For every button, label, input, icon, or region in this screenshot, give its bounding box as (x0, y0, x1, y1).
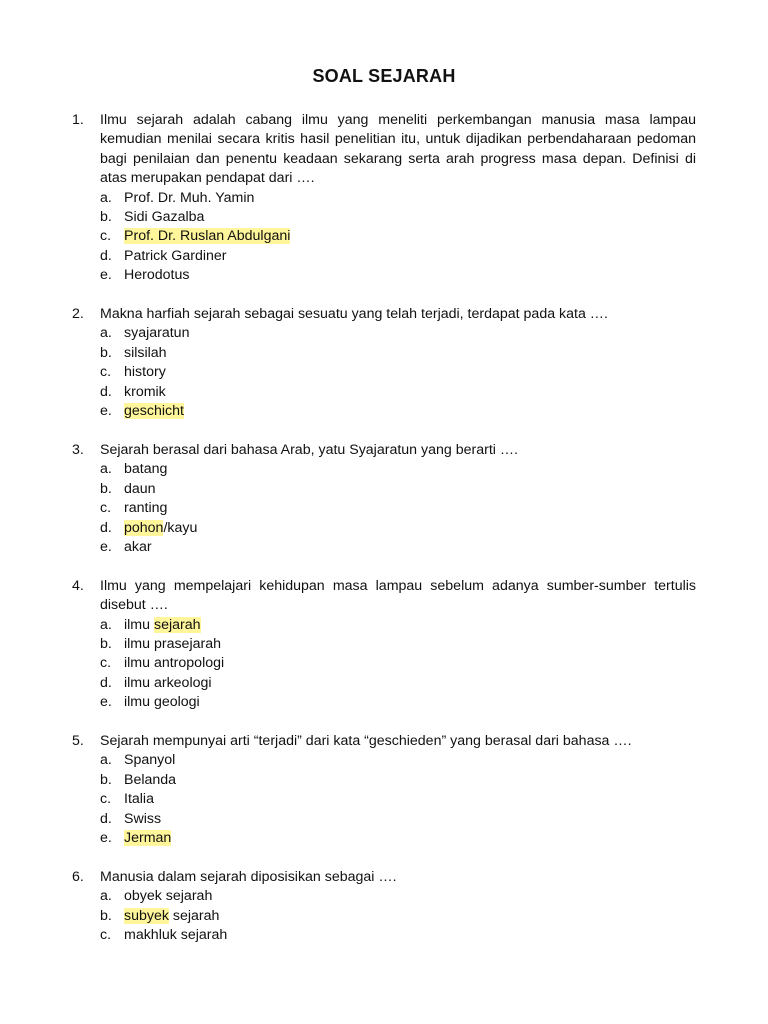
option-text (124, 829, 171, 848)
question-text: Sejarah berasal dari bahasa Arab, yatu Syajaratun yang berarti …. (100, 441, 518, 458)
question-item (72, 732, 696, 848)
option-plain-text: daun (124, 480, 156, 497)
option-plain-text: Sidi Gazalba (124, 209, 205, 226)
question-item (72, 305, 696, 421)
option-plain-text: Italia (124, 791, 154, 808)
question-row (72, 441, 696, 460)
question-item (72, 577, 696, 713)
option-plain-text: kromik (124, 383, 166, 400)
answer-option (100, 771, 696, 790)
option-letter: a. (100, 752, 112, 769)
option-text (124, 383, 166, 402)
option-plain-text: Belanda (124, 771, 177, 788)
option-plain-text: ilmu antropologi (124, 655, 225, 672)
question-number: 4. (72, 577, 84, 594)
answer-option (100, 616, 696, 635)
option-text (124, 402, 184, 421)
answer-option (100, 654, 696, 673)
option-plain-text: ilmu (124, 616, 154, 633)
answer-option (100, 208, 696, 227)
option-text (124, 363, 166, 382)
answer-option (100, 674, 696, 693)
question-row (72, 868, 696, 887)
answer-option (100, 344, 696, 363)
option-plain-text: ranting (124, 500, 168, 517)
answer-option (100, 693, 696, 712)
question-number: 6. (72, 868, 84, 885)
option-trailing-text: /kayu (163, 519, 198, 536)
answer-option (100, 402, 696, 421)
option-plain-text: akar (124, 538, 152, 555)
answer-option (100, 363, 696, 382)
option-plain-text: Spanyol (124, 752, 176, 769)
option-plain-text: obyek sejarah (124, 888, 213, 905)
option-plain-text: ilmu prasejarah (124, 635, 221, 652)
option-letter: d. (100, 383, 112, 400)
answer-highlight: subyek (124, 907, 169, 924)
option-letter: b. (100, 344, 112, 361)
option-text (124, 324, 189, 343)
option-letter: d. (100, 674, 112, 691)
option-letter: a. (100, 888, 112, 905)
question-row (72, 111, 696, 189)
option-letter: a. (100, 189, 112, 206)
option-plain-text: Swiss (124, 810, 162, 827)
option-plain-text: ilmu arkeologi (124, 674, 212, 691)
answer-option (100, 810, 696, 829)
answer-highlight: geschicht (124, 403, 184, 420)
option-text (124, 538, 152, 557)
option-letter: c. (100, 655, 112, 672)
option-text (124, 790, 154, 809)
answer-option (100, 907, 696, 926)
answer-option (100, 926, 696, 945)
option-plain-text: history (124, 364, 166, 381)
option-list (72, 616, 696, 713)
question-text: Ilmu sejarah adalah cabang ilmu yang meneliti perkembangan manusia masa lampau kemudian menilai secara kritis hasil penelitian itu, untuk dijadikan perbendaharaan pedoman bagi penilaian dan penentu keadaan sekarang serta arah progress masa depan. Definisi di atas merupakan pendapat dari …. (100, 112, 696, 187)
option-letter: c. (100, 791, 112, 808)
option-letter: b. (100, 480, 112, 497)
option-letter: b. (100, 635, 112, 652)
answer-option (100, 480, 696, 499)
answer-highlight: Prof. Dr. Ruslan Abdulgani (124, 228, 291, 245)
answer-highlight: sejarah (153, 616, 201, 633)
option-letter: b. (100, 907, 112, 924)
page-title: SOAL SEJARAH (312, 66, 456, 86)
answer-option (100, 227, 696, 246)
option-text (124, 247, 227, 266)
option-text (124, 499, 167, 518)
option-letter: e. (100, 694, 112, 711)
question-number: 1. (72, 112, 84, 128)
option-plain-text: ilmu geologi (124, 694, 200, 711)
option-text (124, 907, 219, 926)
option-text (124, 810, 161, 829)
option-letter: c. (100, 364, 112, 381)
option-text (124, 460, 167, 479)
option-list (72, 460, 696, 557)
option-letter: d. (100, 519, 112, 536)
answer-option (100, 887, 696, 906)
answer-option (100, 751, 696, 770)
option-plain-text: Herodotus (124, 267, 190, 284)
question-text: Manusia dalam sejarah diposisikan sebagai …. (100, 868, 397, 885)
option-letter: c. (100, 926, 112, 943)
option-text (124, 616, 201, 635)
option-letter: e. (100, 267, 112, 284)
option-letter: a. (100, 461, 112, 478)
question-item (72, 441, 696, 557)
answer-option (100, 635, 696, 654)
answer-highlight: Jerman (124, 829, 172, 846)
question-row (72, 732, 696, 751)
answer-option (100, 790, 696, 809)
option-text (124, 227, 290, 246)
answer-option (100, 189, 696, 208)
answer-option (100, 499, 696, 518)
option-list (72, 751, 696, 848)
answer-option (100, 538, 696, 557)
question-row (72, 305, 696, 324)
answer-option (100, 460, 696, 479)
option-text (124, 480, 156, 499)
question-item (72, 111, 696, 286)
option-text (124, 654, 224, 673)
option-plain-text: Prof. Dr. Muh. Yamin (124, 189, 255, 206)
option-text (124, 519, 197, 538)
option-text (124, 344, 167, 363)
option-text (124, 635, 221, 654)
option-text (124, 208, 204, 227)
option-letter: a. (100, 325, 112, 342)
question-text: Sejarah mempunyai arti “terjadi” dari kata “geschieden” yang berasal dari bahasa …. (100, 732, 632, 749)
question-text: Makna harfiah sejarah sebagai sesuatu yang telah terjadi, terdapat pada kata …. (100, 306, 608, 323)
option-list (72, 324, 696, 421)
answer-highlight: pohon (124, 519, 164, 536)
option-text (124, 266, 189, 285)
answer-option (100, 519, 696, 538)
answer-option (100, 247, 696, 266)
question-number: 3. (72, 441, 84, 458)
answer-option (100, 829, 696, 848)
option-letter: a. (100, 616, 112, 633)
option-letter: d. (100, 810, 112, 827)
option-text (124, 189, 254, 208)
option-letter: b. (100, 209, 112, 226)
option-plain-text: makhluk sejarah (124, 926, 228, 943)
option-letter: e. (100, 538, 112, 555)
option-list (72, 189, 696, 286)
option-trailing-text: sejarah (168, 907, 220, 924)
answer-option (100, 383, 696, 402)
option-list (72, 887, 696, 945)
question-row (72, 577, 696, 616)
option-text (124, 887, 212, 906)
option-text (124, 693, 200, 712)
option-letter: c. (100, 500, 112, 517)
option-plain-text: Patrick Gardiner (124, 247, 227, 264)
option-text (124, 926, 227, 945)
question-list (72, 111, 696, 965)
option-plain-text: syajaratun (124, 325, 190, 342)
option-text (124, 751, 175, 770)
question-text: Ilmu yang mempelajari kehidupan masa lampau sebelum adanya sumber-sumber tertulis disebut …. (100, 577, 696, 614)
question-item (72, 868, 696, 946)
option-letter: d. (100, 247, 112, 264)
option-plain-text: batang (124, 461, 168, 478)
option-letter: e. (100, 829, 112, 846)
answer-option (100, 324, 696, 343)
option-text (124, 674, 212, 693)
option-text (124, 771, 176, 790)
question-number: 2. (72, 306, 84, 323)
option-letter: e. (100, 403, 112, 420)
option-letter: c. (100, 228, 112, 245)
option-letter: b. (100, 771, 112, 788)
answer-option (100, 266, 696, 285)
option-plain-text: silsilah (124, 344, 167, 361)
question-number: 5. (72, 732, 84, 749)
